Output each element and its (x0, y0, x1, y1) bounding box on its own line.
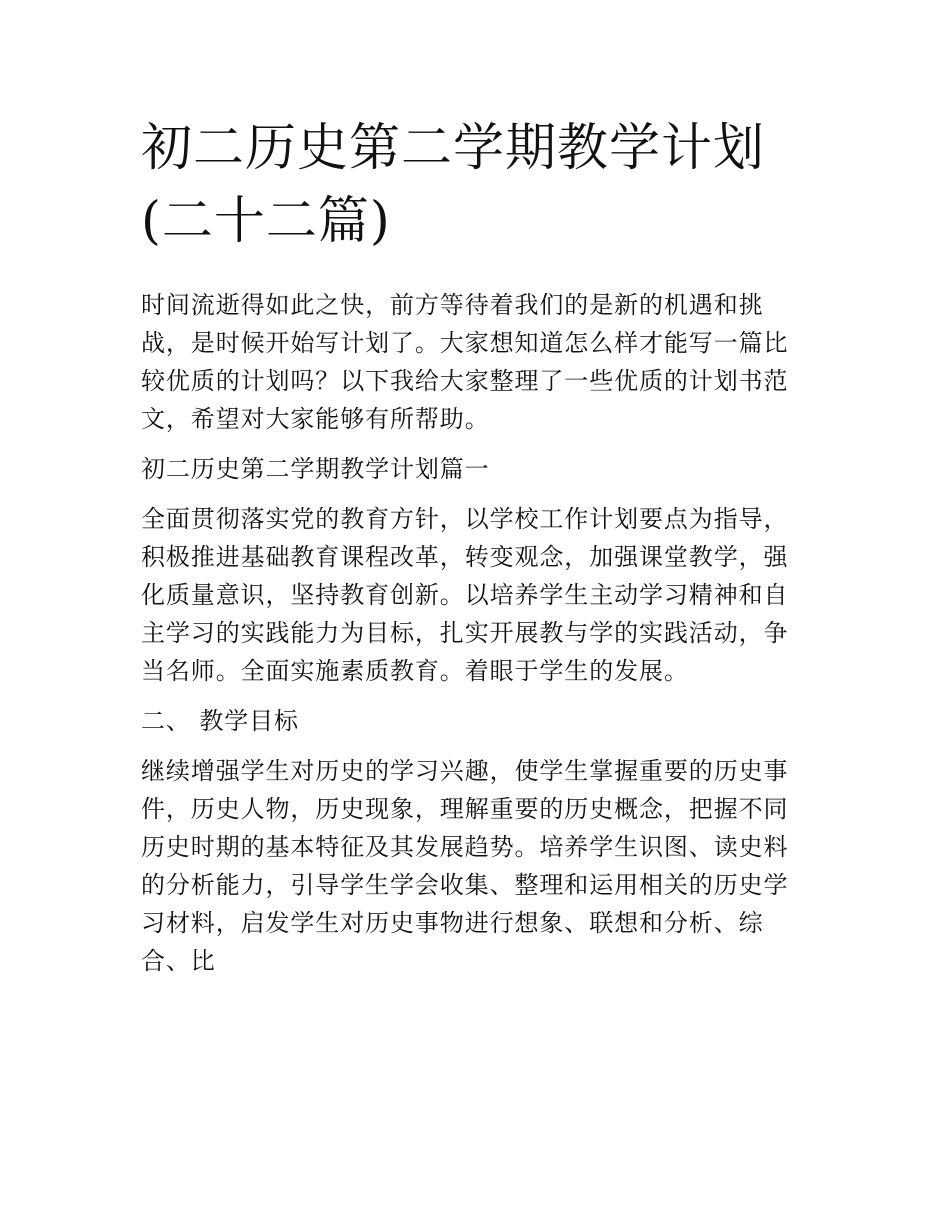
document-title: 初二历史第二学期教学计划(二十二篇) (141, 119, 766, 251)
section-heading: 初二历史第二学期教学计划篇一 (141, 455, 490, 483)
teaching-goals-heading: 二、 教学目标 (141, 707, 299, 735)
teaching-goals-paragraph: 继续增强学生对历史的学习兴趣，使学生掌握重要的历史事件，历史人物，历史现象，理解重要的历史概念，把握不同历史时期的基本特征及其发展趋势。培养学生识图、读史料的分析能力，引导学生学会收集、整理和运用相关的历史学习材料，启发学生对历史事物进行想象、联想和分析、综合、比 (141, 757, 789, 975)
guiding-principle-paragraph: 全面贯彻落实党的教育方针，以学校工作计划要点为指导，积极推进基础教育课程改革，转变观念，加强课堂教学，强化质量意识，坚持教育创新。以培养学生主动学习精神和自主学习的实践能力为目标，扎实开展教与学的实践活动，争当名师。全面实施素质教育。着眼于学生的发展。 (141, 505, 789, 685)
document-content (141, 112, 813, 980)
intro-paragraph: 时间流逝得如此之快，前方等待着我们的是新的机遇和挑战，是时候开始写计划了。大家想知道怎么样才能写一篇比较优质的计划吗？以下我给大家整理了一些优质的计划书范文，希望对大家能够有所帮助。 (141, 291, 789, 433)
document-body (141, 286, 813, 980)
